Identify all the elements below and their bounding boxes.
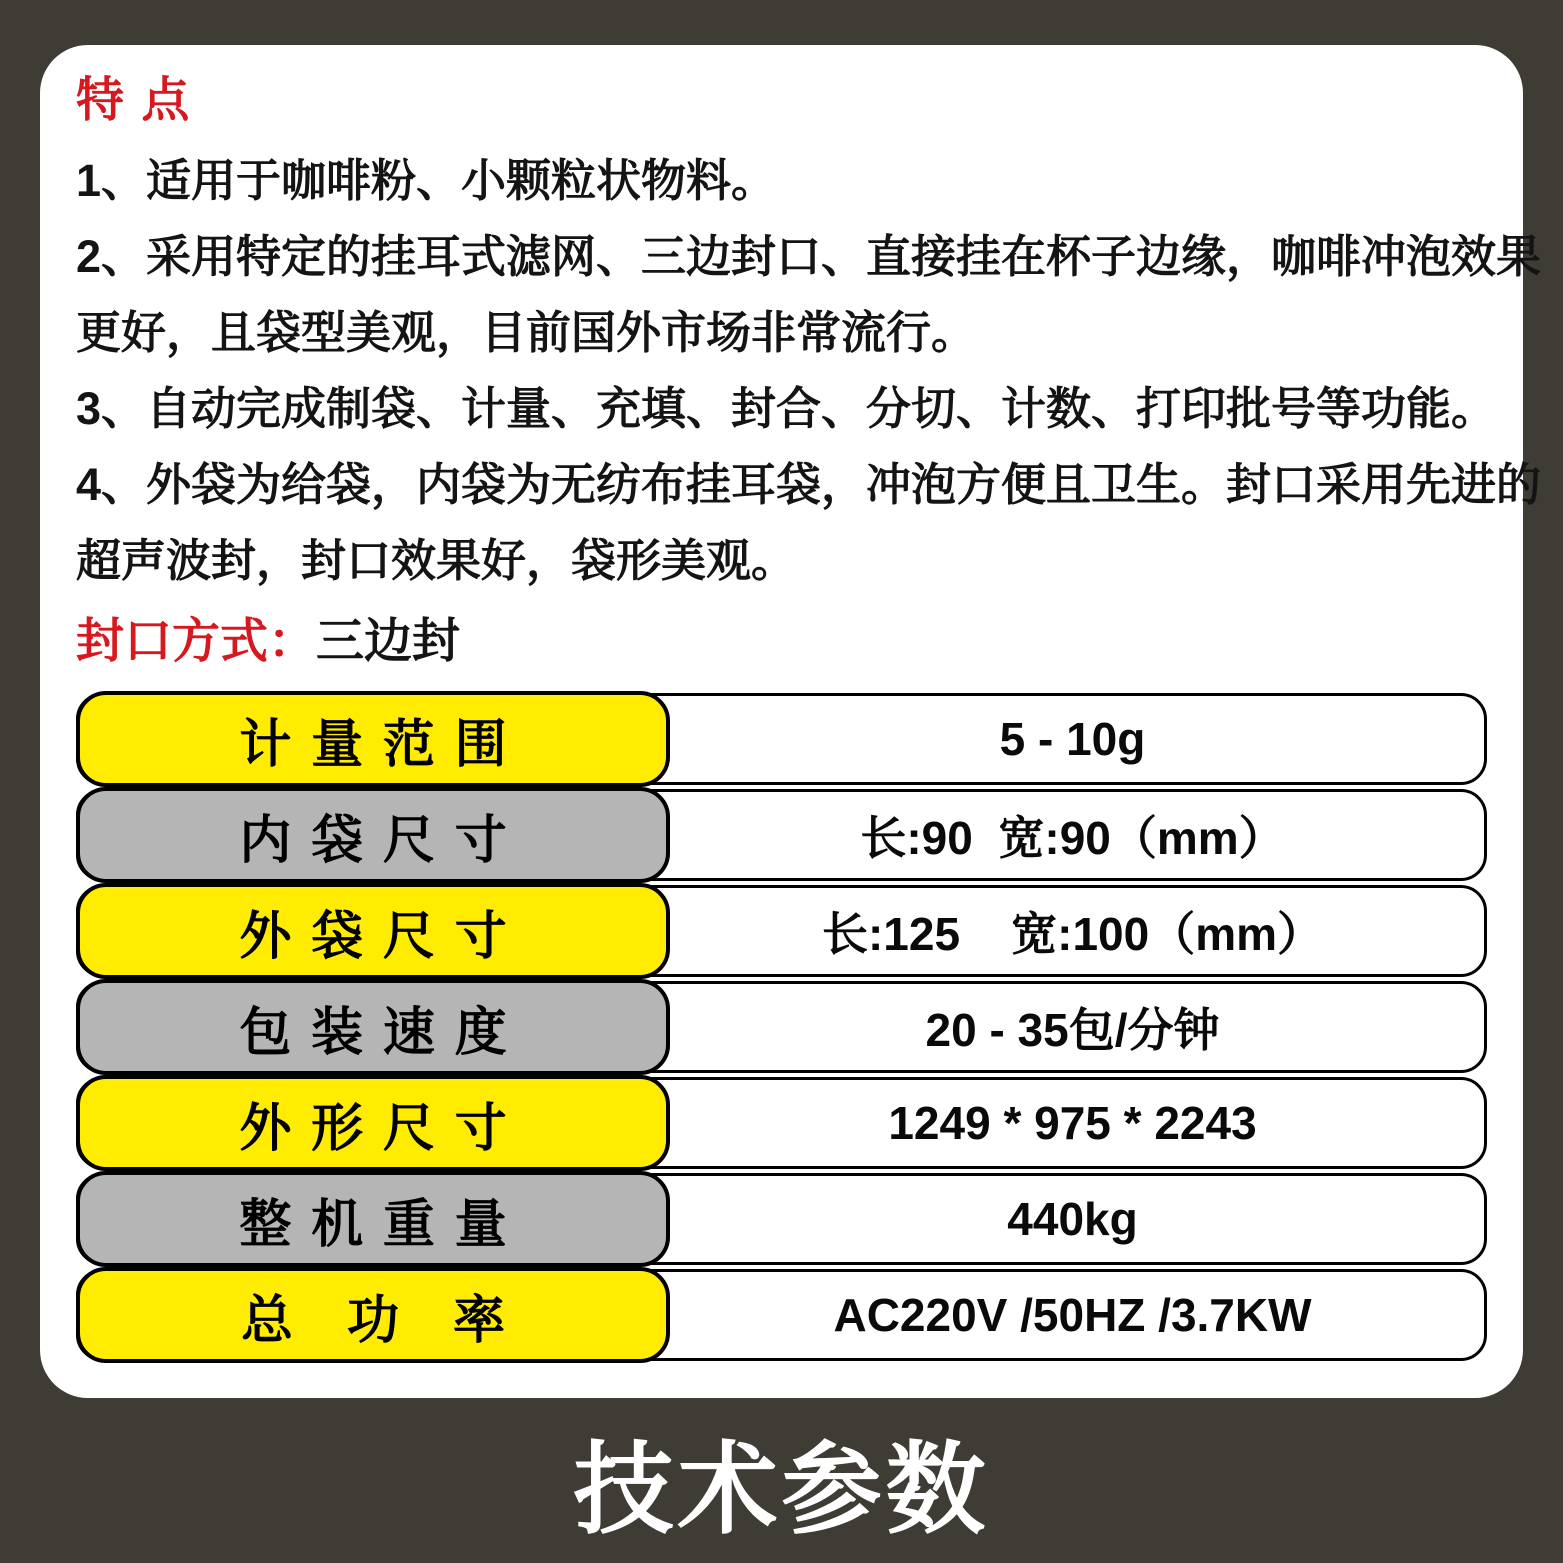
row-label-cell [76,1075,670,1171]
row-value-text: AC220V /50HZ /3.7KW [833,1289,1312,1341]
row-label-text: 外形尺寸 [239,1099,527,1158]
row-value-text: 440kg [1007,1193,1138,1245]
row-label-cell [76,691,670,787]
feature-line-1: 1、适用于咖啡粉、小颗粒状物料。 [76,155,777,206]
row-label-cell [76,979,670,1075]
row-label-text: 整机重量 [239,1195,527,1254]
feature-line-3: 更好，且袋型美观，目前国外市场非常流行。 [76,307,977,358]
seal-method-line [76,603,1487,681]
row-label-text: 外袋尺寸 [239,907,527,966]
row-label-text: 计量范围 [239,715,527,774]
seal-method-label: 封口方式： [76,615,317,668]
row-value-text: 20 - 35包/分钟 [925,1004,1220,1056]
table-row-total-power [76,1267,1487,1363]
page-title: 技术参数 [573,1433,990,1546]
row-value-cell [670,1173,1475,1265]
table-row-packing-speed [76,979,1487,1075]
bottom-band [0,1398,1563,1563]
table-row-inner-bag-size [76,787,1487,883]
row-label-text: 包装速度 [239,1003,527,1062]
row-value-cell [670,1077,1475,1169]
row-value-text: 5 - 10g [999,713,1146,765]
row-value-text: 长:125 宽:100（mm） [821,908,1324,960]
row-label-cell [76,1171,670,1267]
feature-line-4: 3、自动完成制袋、计量、充填、封合、分切、计数、打印批号等功能。 [76,383,1497,434]
row-value-text: 长:90 宽:90（mm） [860,812,1285,864]
feature-line-5: 4、外袋为给袋，内袋为无纺布挂耳袋，冲泡方便且卫生。封口采用先进的 [76,459,1542,510]
row-value-cell [670,789,1475,881]
spec-table [76,691,1487,1363]
row-label-text: 内袋尺寸 [239,811,527,870]
row-value-cell [670,981,1475,1073]
features-list [76,143,1542,599]
row-label-cell [76,883,670,979]
table-row-outline-dimensions [76,1075,1487,1171]
row-label-text: 总 功 率 [241,1291,525,1350]
feature-line-2: 2、采用特定的挂耳式滤网、三边封口、直接挂在杯子边缘，咖啡冲泡效果 [76,231,1542,282]
row-value-cell [670,885,1475,977]
row-value-cell [670,1269,1475,1361]
features-heading: 特 点 [76,74,192,127]
spec-card [40,45,1542,1398]
feature-line-6: 超声波封，封口效果好，袋形美观。 [76,535,797,586]
table-row-outer-bag-size [76,883,1487,979]
row-value-text: 1249 * 975 * 2243 [888,1097,1257,1149]
table-row-measuring-range [76,691,1487,787]
row-value-cell [670,693,1475,785]
row-label-cell [76,1267,670,1363]
seal-method-value: 三边封 [316,615,461,668]
row-label-cell [76,787,670,883]
table-row-machine-weight [76,1171,1487,1267]
